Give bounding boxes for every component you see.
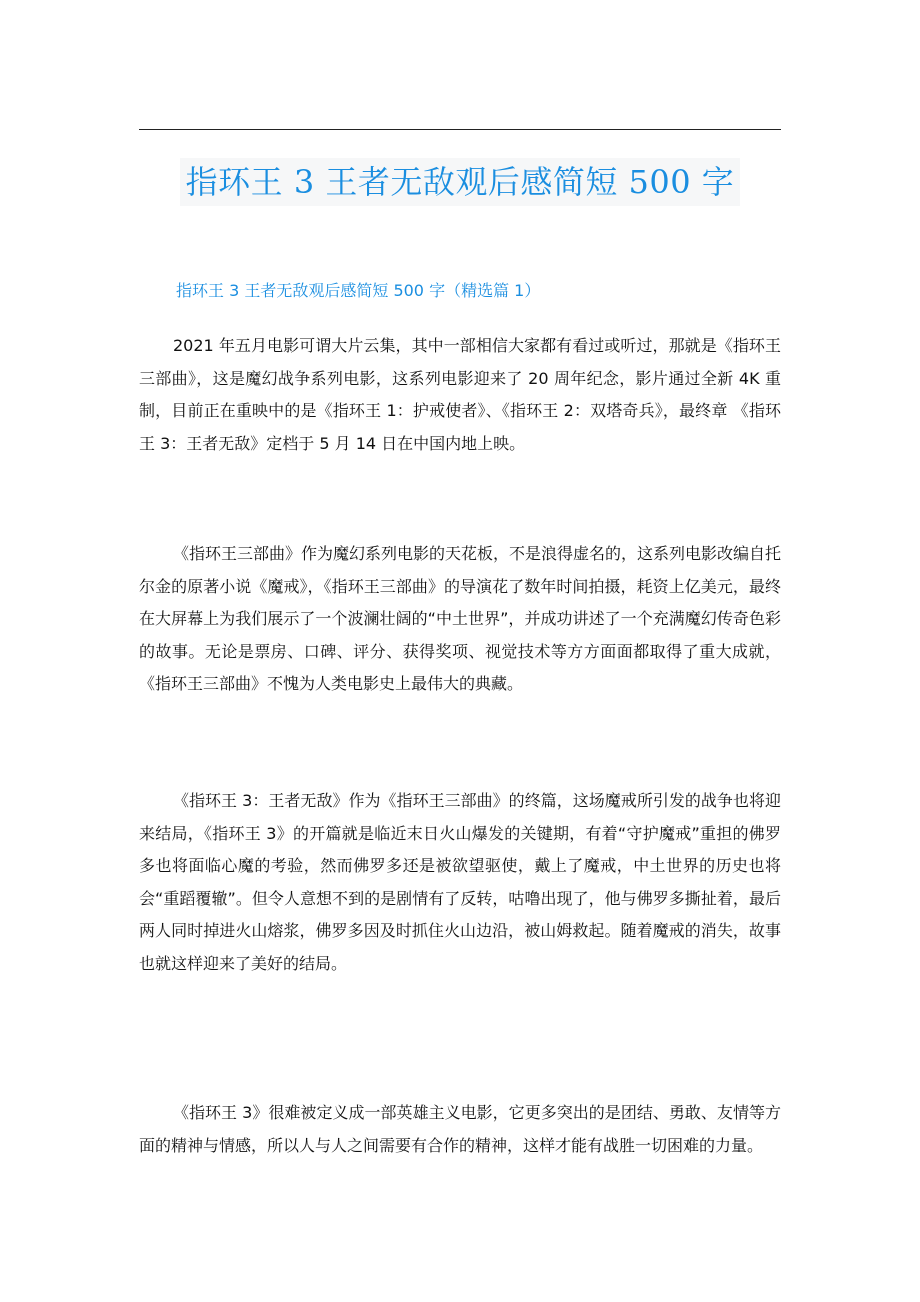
paragraph-3: 《指环王 3：王者无敌》作为《指环王三部曲》的终篇，这场魔戒所引发的战争也将迎来结局，《指环王 3》的开篇就是临近末日火山爆发的关键期，有着“守护魔戒”重担的佛罗多也将面临心魔的考验，然而佛罗多还是被欲望驱使，戴上了魔戒，中土世界的历史也将会“重蹈覆辙”。但令人意想不到的是剧情有了反转，咕噜出现了，他与佛罗多撕扯着，最后两人同时掉进火山熔浆，佛罗多因及时抓住火山边沿，被山姆救起。随着魔戒的消失，故事也就这样迎来了美好的结局。 xyxy=(139,791,781,973)
paragraph-4: 《指环王 3》很难被定义成一部英雄主义电影，它更多突出的是团结、勇敢、友情等方面的精神与情感，所以人与人之间需要有合作的精神，这样才能有战胜一切困难的力量。 xyxy=(139,1103,781,1155)
title-container xyxy=(0,158,920,206)
section-heading: 指环王 3 王者无敌观后感简短 500 字（精选篇 1） xyxy=(176,281,541,300)
document-title: 指环王 3 王者无敌观后感简短 500 字 xyxy=(180,158,741,206)
paragraph-2: 《指环王三部曲》作为魔幻系列电影的天花板，不是浪得虚名的，这系列电影改编自托尔金的原著小说《魔戒》，《指环王三部曲》的导演花了数年时间拍摄，耗资上亿美元，最终在大屏幕上为我们展示了一个波澜壮阔的“中土世界”，并成功讲述了一个充满魔幻传奇色彩的故事。无论是票房、口碑、评分、获得奖项、视觉技术等方方面面都取得了重大成就，《指环王三部曲》不愧为人类电影史上最伟大的典藏。 xyxy=(139,544,782,693)
paragraph-1: 2021 年五月电影可谓大片云集，其中一部相信大家都有看过或听过，那就是《指环王三部曲》，这是魔幻战争系列电影，这系列电影迎来了 20 周年纪念，影片通过全新 4K 重制，目前正在重映中的是《指环王 1：护戒使者》、《指环王 2：双塔奇兵》，最终章 《指环王 3：王者无敌》定档于 5 月 14 日在中国内地上映。 xyxy=(139,336,781,453)
header-rule xyxy=(139,129,781,130)
